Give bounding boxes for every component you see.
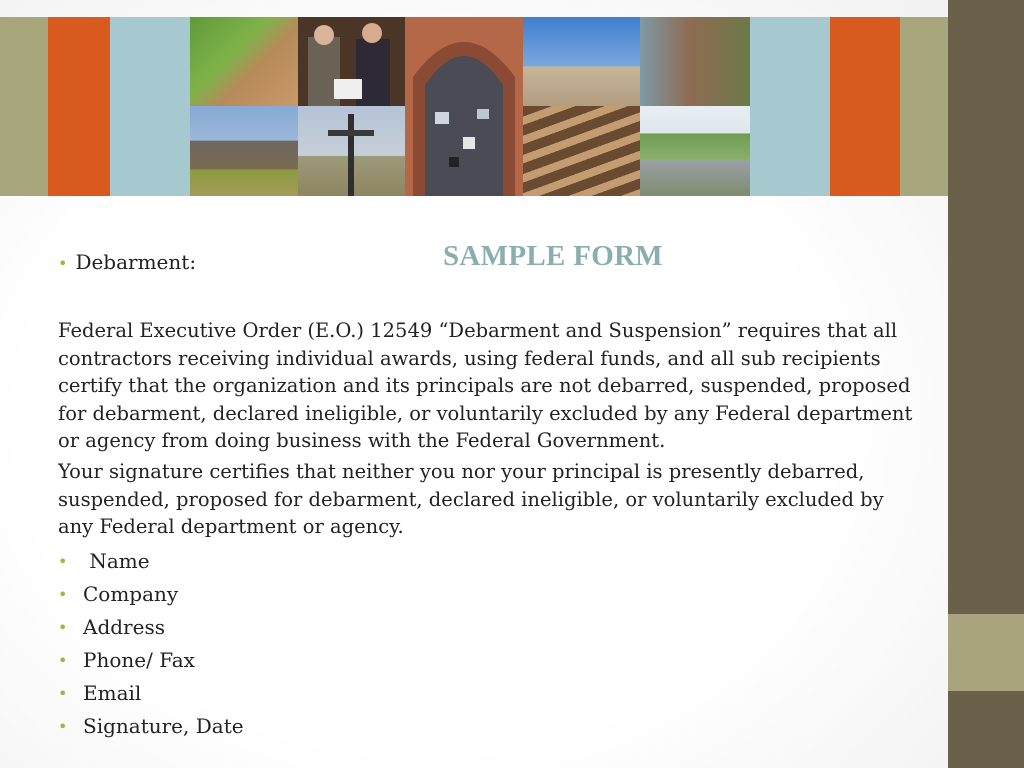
field-label: Company — [83, 582, 179, 606]
bullet-marker: • — [58, 618, 68, 637]
debarment-label: Debarment: — [75, 250, 197, 274]
banner-stripe-blue-right — [750, 17, 830, 196]
photo-historic-building — [640, 17, 750, 106]
slide-title: SAMPLE FORM — [443, 240, 663, 272]
form-fields-list — [58, 545, 244, 743]
bullet-marker: • — [58, 585, 68, 604]
field-address — [58, 611, 244, 644]
field-signature-date — [58, 710, 244, 743]
bullet-marker: • — [58, 651, 68, 670]
field-label: Email — [83, 681, 142, 705]
banner-stripe-olive-right — [900, 17, 948, 196]
right-rail-accent-block — [948, 614, 1024, 691]
header-banner — [0, 17, 948, 196]
bullet-marker: • — [58, 717, 68, 736]
photo-signpost — [298, 106, 405, 196]
signature-certification-paragraph: Your signature certifies that neither you nor your principal is presently debarred, suspended, proposed for debarment, declared ineligible, or voluntarily excluded by any Federal department or agency. — [58, 460, 884, 538]
banner-stripe-orange-left — [48, 17, 110, 196]
photo-stacked-logs — [523, 106, 640, 196]
field-label: Signature, Date — [83, 714, 244, 738]
bullet-marker: • — [58, 552, 68, 571]
bullet-marker: • — [58, 254, 68, 273]
field-label: Address — [83, 615, 165, 639]
field-label: Phone/ Fax — [83, 648, 195, 672]
photo-brick-ivy — [190, 17, 298, 106]
field-name — [58, 545, 244, 578]
bullet-marker: • — [58, 684, 68, 703]
photo-warehouse — [190, 106, 298, 196]
field-company — [58, 578, 244, 611]
photo-wetland — [640, 106, 750, 196]
photo-brick-arch — [405, 17, 523, 196]
photo-collage — [190, 17, 750, 196]
executive-order-paragraph: Federal Executive Order (E.O.) 12549 “Debarment and Suspension” requires that all contractors receiving individual awards, using federal funds, and all sub recipients certify that the organization and its principals are not debarred, suspended, proposed for debarment, declared ineligible, or voluntarily excluded by any Federal department or agency from doing business with the Federal Government. — [58, 319, 913, 452]
banner-stripe-olive-left — [0, 17, 48, 196]
photo-handshake — [298, 17, 405, 106]
banner-stripe-orange-right — [830, 17, 900, 196]
banner-stripe-blue-left — [110, 17, 190, 196]
field-phone-fax — [58, 644, 244, 677]
field-email — [58, 677, 244, 710]
debarment-bullet — [58, 250, 196, 274]
field-label: Name — [83, 549, 150, 573]
photo-industrial-lot — [523, 17, 640, 106]
